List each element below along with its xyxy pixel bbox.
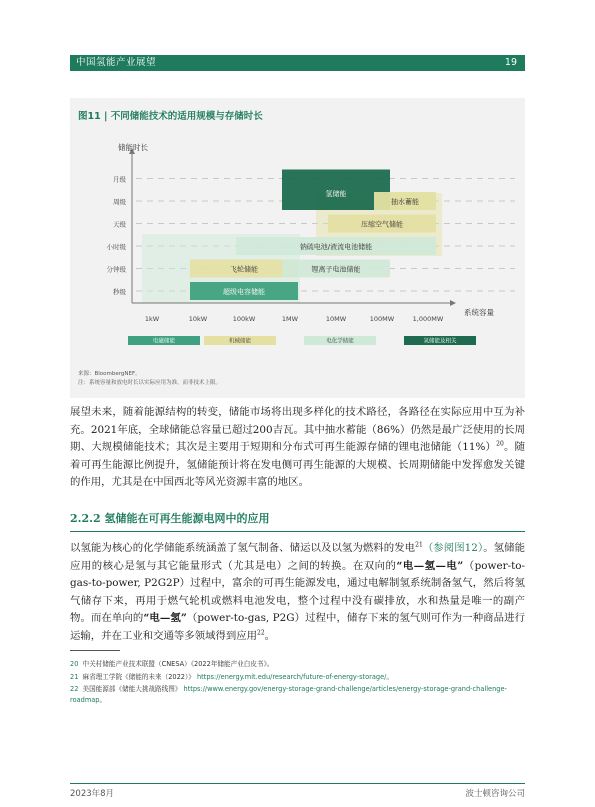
footnote-22 [70, 684, 525, 705]
y-tick-label: 分钟级 [106, 265, 126, 274]
paragraph-outlook-text: 展望未来，随着能源结构的转变，储能市场将出现多样化的技术路径，各路径在实际应用中互为补充。2021年底，全球储能总容量已超过200吉瓦。其中抽水蓄能（86%）仍然是最广泛使用的长周期、大规模储能技术；其次是主要用于短期和分布式可再生能源存储的锂电池储能（11%） [70, 406, 525, 453]
legend-label: 电化学储能 [326, 338, 354, 345]
paragraph-outlook [70, 404, 525, 492]
p2-text-d: （power-to-gas, P2G）过程中，储存下来的氢气则可作为一种商品进行运输，并在工业和交通等多领域得到应用 [70, 612, 525, 642]
p2-bold-p2g2p: “电—氢—电” [396, 559, 464, 572]
p2-text-a: 以氢能为核心的化学储能系统涵盖了氢气制备、储运以及以氢为燃料的发电 [70, 542, 416, 554]
chart-region-label: 钠硫电池/液流电池储能 [299, 243, 373, 251]
section-divider [70, 531, 525, 532]
x-tick-label: 1MW [281, 315, 299, 323]
footnote-21 [70, 672, 525, 683]
chart-region-label: 超级电容储能 [223, 288, 265, 296]
x-tick-label: 10kW [188, 315, 208, 323]
chart-region-label: 氢储能 [325, 190, 347, 198]
y-tick-label: 秒级 [113, 288, 126, 296]
footnote-number: 20 [70, 660, 79, 668]
figure-notes [78, 370, 221, 388]
figure-title: 图11 | 不同储能技术的适用规模与存储时长 [78, 111, 263, 122]
header-title: 中国氢能产业展望 [76, 57, 157, 68]
footnote-number: 22 [70, 685, 79, 693]
p2-text-c: （power-to-gas-to-power, P2G2P）过程中，富余的可再生能源发电，通过电解制氢系统制备氢气，然后将氢气储存下来，再用于燃气轮机或燃料电池发电，整个过程中没有碳排放，水和热量是唯一的副产物。而在单向的 [70, 559, 526, 624]
x-tick-label: 1kW [144, 315, 160, 323]
footnote-tail: 。 [99, 695, 107, 704]
x-tick-label: 1,000MW [412, 315, 444, 323]
footnote-link[interactable]: https://www.energy.gov/energy-storage-grand-challenge/articles/energy-storage-grand-challenge-roadmap [70, 685, 507, 704]
figure-note: 注：系统容量和放电时长以实际应用为准，而非技术上限。 [78, 380, 222, 386]
footnote-rule [70, 650, 120, 651]
y-tick-label: 天级 [113, 220, 126, 229]
x-tick-label: 100MW [369, 315, 395, 323]
chart-region-label: 抽水蓄能 [391, 198, 419, 206]
y-tick-label: 周级 [113, 198, 126, 206]
chart-region-label: 锂离子电池储能 [311, 265, 361, 274]
figure-box [70, 98, 525, 398]
legend-label: 机械储能 [228, 338, 252, 345]
footnote-text: 美国能源部《储能大挑战路线图》 [82, 685, 182, 693]
figure-source: 来源：BloombergNEF。 [78, 371, 141, 377]
legend-label: 电磁储能 [152, 338, 176, 345]
footnote-ref-21[interactable]: 21 [415, 541, 423, 549]
p2-text-b: 。氢储能应用的核心是氢与其它能量形式（尤其是电）之间的转换。在双向的 [70, 542, 526, 572]
footnote-ref-22[interactable]: 22 [257, 629, 265, 637]
chart-region-label: 飞轮储能 [230, 265, 258, 274]
footer-divider [70, 783, 525, 784]
p2-bold-p2g: “电—氢” [143, 612, 187, 624]
page-number: 19 [504, 57, 517, 68]
footnotes [70, 659, 525, 707]
p2-text-e: 。 [264, 629, 276, 642]
footnote-text: 中关村储能产业技术联盟（CNESA）《2022年储能产业白皮书》。 [82, 660, 274, 668]
x-axis-title: 系统容量 [464, 308, 494, 317]
footnote-text: 麻省理工学院《储能的未来（2022）》 [82, 672, 195, 681]
footnote-tail: 。 [386, 672, 393, 681]
legend-label: 氢储能及相关 [423, 338, 457, 345]
y-tick-label: 月级 [113, 175, 126, 184]
footnote-link[interactable]: https://energy.mit.edu/research/future-of-energy-storage/ [197, 672, 387, 681]
chart-region-label: 压缩空气储能 [361, 220, 403, 229]
x-tick-label: 10MW [325, 315, 347, 323]
paragraph-outlook-end: 。随着可再生能源比例提升，氢储能预计将在发电侧可再生能源的大规模、长周期储能中发挥愈发关键的作用，尤其是在中国西北等风光资源丰富的地区。 [70, 441, 525, 488]
section-heading: 2.2.2 氢储能在可再生能源电网中的应用 [70, 512, 270, 525]
footer-company: 波士顿咨询公司 [465, 789, 525, 799]
y-tick-label: 小时级 [106, 243, 126, 251]
y-axis-title: 储能时长 [118, 143, 148, 152]
storage-chart [70, 98, 525, 368]
x-tick-label: 100kW [232, 315, 256, 323]
footnote-20 [70, 659, 525, 670]
page-header [70, 55, 525, 71]
paragraph-hydrogen [70, 540, 525, 645]
footnote-number: 21 [70, 672, 79, 681]
footer-date: 2023年8月 [70, 789, 115, 799]
figure-12-link[interactable]: （参阅图12） [422, 542, 484, 554]
footnote-ref-20[interactable]: 20 [496, 440, 504, 448]
x-axis-arrow [450, 300, 456, 306]
